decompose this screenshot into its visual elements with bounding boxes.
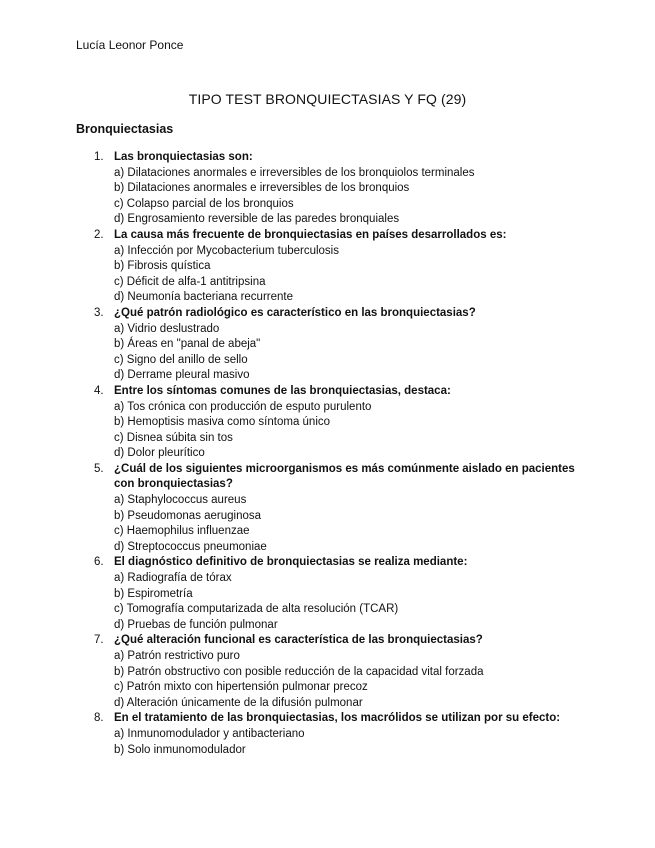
answer-option: a) Tos crónica con producción de esputo purulento [114,400,372,413]
section-heading: Bronquiectasias [76,122,174,136]
question-number: 6. [94,556,104,569]
answer-option: c) Tomografía computarizada de alta resolución (TCAR) [114,603,399,616]
answer-option: a) Patrón restrictivo puro [114,650,240,662]
answer-option: d) Alteración únicamente de la difusión pulmonar [114,696,363,709]
answer-options [114,649,596,711]
question-text: El diagnóstico definitivo de bronquiectasias se realiza mediante: [114,556,468,569]
question-item [76,462,596,556]
question-number: 3. [94,306,104,319]
answer-option: d) Dolor pleurítico [114,447,205,460]
answer-options [114,400,596,462]
answer-option: b) Áreas en "panal de abeja" [114,338,261,351]
answer-options [114,727,596,758]
question-item [76,633,596,711]
answer-option: c) Déficit de alfa-1 antitripsina [114,275,266,288]
answer-option: a) Vidrio deslustrado [114,322,220,335]
answer-option: a) Inmunomodulador y antibacteriano [114,727,305,740]
answer-option: d) Neumonía bacteriana recurrente [114,291,293,304]
question-number: 2. [94,228,104,241]
answer-option: a) Dilataciones anormales e irreversibles de los bronquiolos terminales [114,166,475,179]
question-item [76,306,596,384]
question-text: ¿Cuál de los siguientes microorganismos es más comúnmente aislado en pacientes con bronquiectasias? [114,462,575,491]
answer-option: b) Fibrosis quística [114,260,211,273]
answer-option: c) Disnea súbita sin tos [114,431,233,444]
answer-options [114,493,596,555]
answer-option: b) Espirometría [114,587,193,600]
answer-option: d) Engrosamiento reversible de las paredes bronquiales [114,213,400,226]
answer-option: d) Derrame pleural masivo [114,369,250,382]
question-item [76,384,596,462]
question-text: Las bronquiectasias son: [114,151,253,163]
answer-option: a) Infección por Mycobacterium tuberculosis [114,244,339,257]
answer-options [114,166,596,228]
question-item [76,711,596,758]
question-number: 1. [94,151,104,163]
question-list [76,150,596,758]
question-text: La causa más frecuente de bronquiectasias en países desarrollados es: [114,228,507,241]
question-text: ¿Qué alteración funcional es característica de las bronquiectasias? [114,634,483,647]
answer-option: b) Pseudomonas aeruginosa [114,509,262,522]
answer-option: d) Streptococcus pneumoniae [114,540,267,553]
question-number: 4. [94,384,104,397]
answer-option: a) Radiografía de tórax [114,572,232,585]
question-number: 8. [94,712,104,725]
question-item [76,150,596,228]
answer-option: c) Patrón mixto con hipertensión pulmonar precoz [114,681,368,694]
answer-option: b) Hemoptisis masiva como síntoma único [114,416,331,429]
question-number: 7. [94,634,104,647]
answer-option: c) Colapso parcial de los bronquios [114,197,294,210]
answer-option: a) Staphylococcus aureus [114,494,247,507]
answer-options [114,244,596,306]
answer-option: b) Patrón obstructivo con posible reducción de la capacidad vital forzada [114,665,484,678]
answer-option: b) Dilataciones anormales e irreversibles de los bronquios [114,182,410,195]
answer-option: b) Solo inmunomodulador [114,743,246,756]
answer-option: c) Haemophilus influenzae [114,525,250,538]
answer-option: d) Pruebas de función pulmonar [114,618,278,631]
question-item [76,228,596,306]
document-title: TIPO TEST BRONQUIECTASIAS Y FQ (29) [188,91,467,107]
question-number: 5. [94,462,104,475]
answer-options [114,571,596,633]
answer-options [114,322,596,384]
question-text: Entre los síntomas comunes de las bronquiectasias, destaca: [114,384,451,397]
answer-option: c) Signo del anillo de sello [114,353,248,366]
question-text: ¿Qué patrón radiológico es característico en las bronquiectasias? [114,306,476,319]
question-text: En el tratamiento de las bronquiectasias, los macrólidos se utilizan por su efecto: [114,712,561,725]
author-name: Lucía Leonor Ponce [76,38,184,52]
question-item [76,555,596,633]
